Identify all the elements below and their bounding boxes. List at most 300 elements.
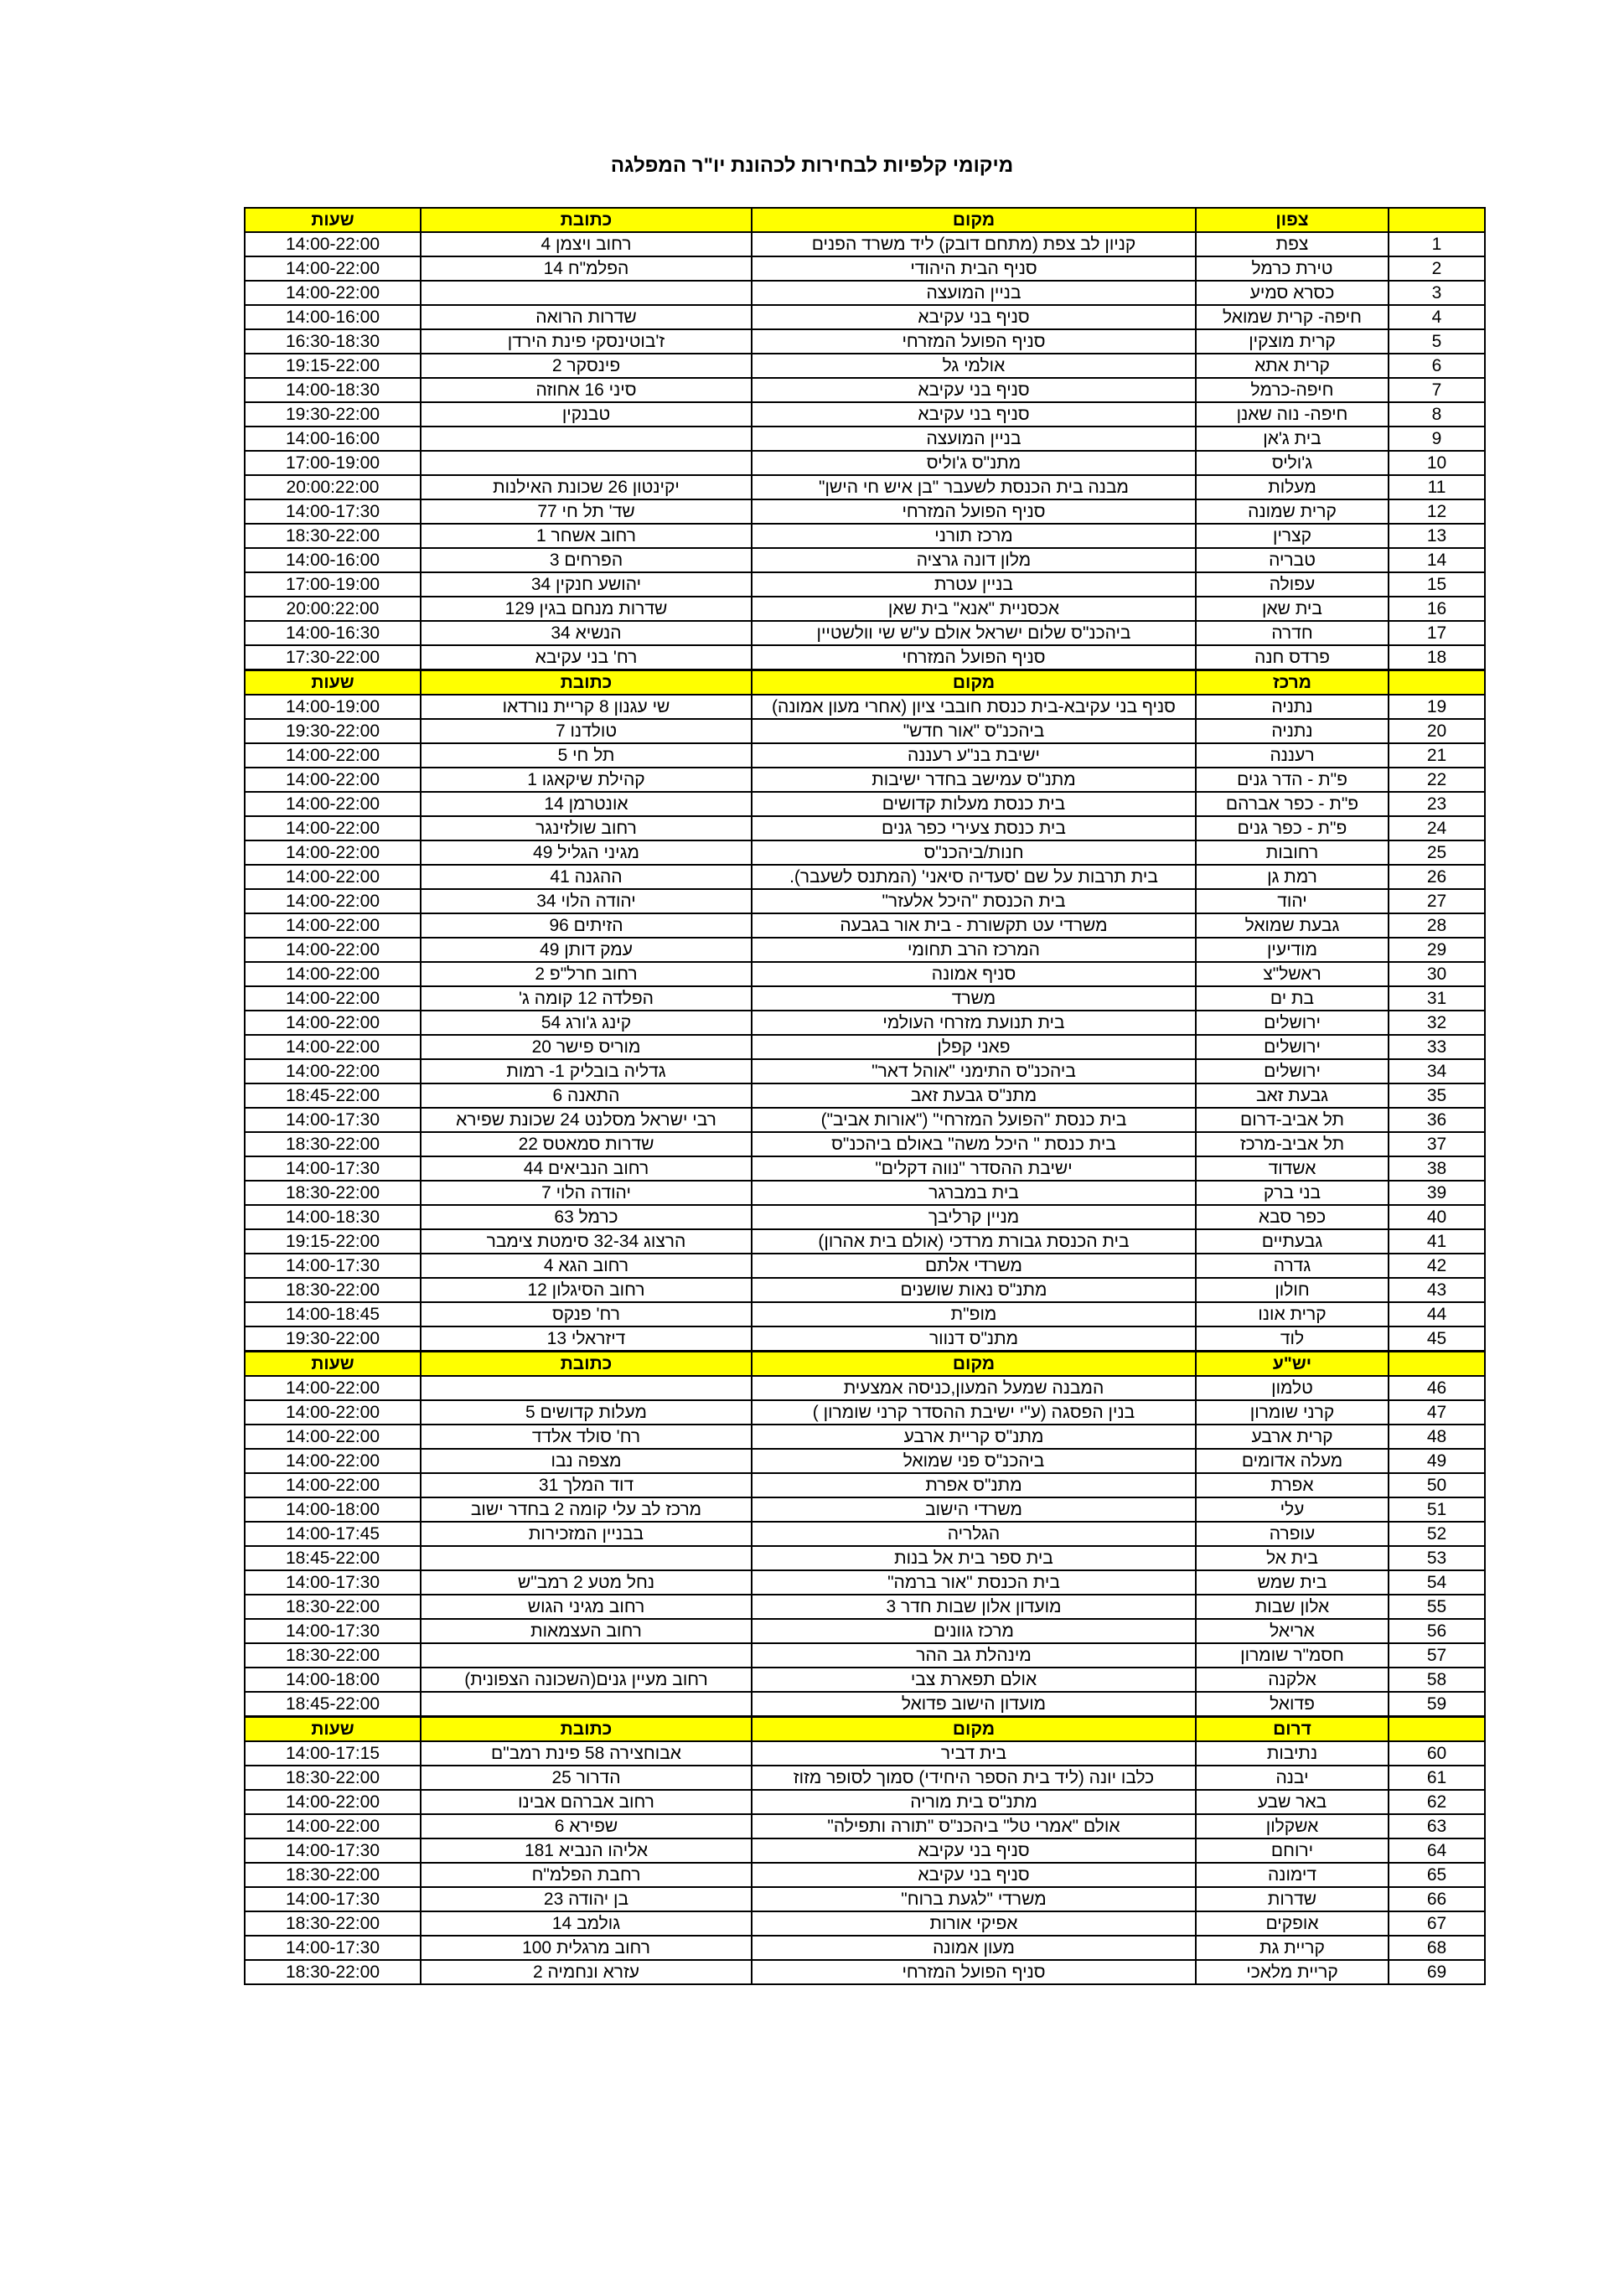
row-address-cell: סיני 16 אחוזה — [421, 378, 752, 402]
table-row — [245, 1619, 1485, 1643]
row-number-cell: 59 — [1389, 1692, 1485, 1717]
row-city-cell: רמת גן — [1196, 865, 1389, 889]
row-number-cell: 39 — [1389, 1181, 1485, 1205]
table-row — [245, 524, 1485, 548]
row-number-cell: 66 — [1389, 1887, 1485, 1911]
row-address-cell: רחוב מרגלית 100 — [421, 1936, 752, 1960]
row-address-cell: תל חי 5 — [421, 743, 752, 768]
row-number-cell: 19 — [1389, 695, 1485, 719]
row-number-cell: 35 — [1389, 1083, 1485, 1108]
header-address-cell: כתובת — [421, 1717, 752, 1742]
row-city-cell: חיפה- קרית שמואל — [1196, 305, 1389, 329]
row-hours-cell: 14:00-17:30 — [245, 1887, 421, 1911]
row-hours-cell: 17:00-19:00 — [245, 572, 421, 597]
row-city-cell: גדרה — [1196, 1254, 1389, 1278]
row-city-cell: קרית שמונה — [1196, 499, 1389, 524]
row-number-cell: 9 — [1389, 427, 1485, 451]
row-number-cell: 7 — [1389, 378, 1485, 402]
table-row — [245, 475, 1485, 499]
table-row — [245, 840, 1485, 865]
row-address-cell: אונטרמן 14 — [421, 792, 752, 816]
row-place-cell: מבנה בית הכנסת לשעבר "בן איש חי הישן" — [752, 475, 1196, 499]
row-number-cell: 56 — [1389, 1619, 1485, 1643]
row-address-cell: ז'בוטינסקי פינת הירדן — [421, 329, 752, 354]
header-address-cell: כתובת — [421, 670, 752, 696]
row-address-cell: הפרחים 3 — [421, 548, 752, 572]
row-address-cell: דיזראלי 13 — [421, 1326, 752, 1352]
table-body — [245, 208, 1485, 1984]
row-city-cell: אלקנה — [1196, 1668, 1389, 1692]
row-place-cell: הגלריה — [752, 1522, 1196, 1546]
row-place-cell: משרדי הישוב — [752, 1497, 1196, 1522]
header-address-cell: כתובת — [421, 208, 752, 232]
row-city-cell: עלי — [1196, 1497, 1389, 1522]
row-number-cell: 48 — [1389, 1425, 1485, 1449]
row-city-cell: יבנה — [1196, 1766, 1389, 1790]
table-row — [245, 1863, 1485, 1887]
row-address-cell: רחוב העצמאות — [421, 1619, 752, 1643]
row-address-cell — [421, 1546, 752, 1570]
row-hours-cell: 14:00-17:30 — [245, 1254, 421, 1278]
table-row — [245, 889, 1485, 913]
row-place-cell: המרכז הרב תחומי — [752, 938, 1196, 962]
row-address-cell: יהושע חנקין 34 — [421, 572, 752, 597]
row-number-cell: 64 — [1389, 1838, 1485, 1863]
ballot-locations-table — [244, 207, 1486, 1985]
row-address-cell: הפלמ"ח 14 — [421, 256, 752, 281]
row-address-cell: רחוב הסיגלון 12 — [421, 1278, 752, 1302]
row-city-cell: בית אל — [1196, 1546, 1389, 1570]
row-address-cell: בבניין המזכירות — [421, 1522, 752, 1546]
row-address-cell: קינג ג'ורג 54 — [421, 1011, 752, 1035]
table-row — [245, 1643, 1485, 1668]
row-hours-cell: 14:00-18:00 — [245, 1497, 421, 1522]
table-row — [245, 792, 1485, 816]
row-address-cell: שדרות סמאטס 22 — [421, 1132, 752, 1156]
row-address-cell: שדרות הרואה — [421, 305, 752, 329]
row-place-cell: בית הכנסת "אור ברמה" — [752, 1570, 1196, 1595]
table-row — [245, 1254, 1485, 1278]
table-row — [245, 1936, 1485, 1960]
row-place-cell: מלון דונה גרציה — [752, 548, 1196, 572]
row-number-cell: 4 — [1389, 305, 1485, 329]
header-region-cell: צפון — [1196, 208, 1389, 232]
row-place-cell: בית הכנסת "היכל אלעזר" — [752, 889, 1196, 913]
row-place-cell: מתנ"ס ג'וליס — [752, 451, 1196, 475]
row-place-cell: בית כנסת מעלות קדושים — [752, 792, 1196, 816]
row-place-cell: סניף הפועל המזרחי — [752, 499, 1196, 524]
table-row — [245, 378, 1485, 402]
row-city-cell: ראשל"צ — [1196, 962, 1389, 986]
row-address-cell: רחוב מגיני הגוש — [421, 1595, 752, 1619]
row-place-cell: סניף הבית היהודי — [752, 256, 1196, 281]
row-address-cell: רח' פנקס — [421, 1302, 752, 1326]
section-header-row — [245, 670, 1485, 696]
row-city-cell: אופקים — [1196, 1911, 1389, 1936]
row-hours-cell: 14:00-16:00 — [245, 305, 421, 329]
table-row — [245, 232, 1485, 256]
row-city-cell: פ"ת - כפר אברהם — [1196, 792, 1389, 816]
row-address-cell: אליהו הנביא 181 — [421, 1838, 752, 1863]
row-city-cell: ירוחם — [1196, 1838, 1389, 1863]
row-address-cell: עמק דותן 49 — [421, 938, 752, 962]
row-place-cell: בית הכנסת גבורת מרדכי (אולם בית אהרון) — [752, 1229, 1196, 1254]
row-number-cell: 2 — [1389, 256, 1485, 281]
row-place-cell: משרד — [752, 986, 1196, 1011]
row-hours-cell: 14:00-18:00 — [245, 1668, 421, 1692]
row-number-cell: 38 — [1389, 1156, 1485, 1181]
table-row — [245, 719, 1485, 743]
table-row — [245, 1497, 1485, 1522]
header-place-cell: מקום — [752, 208, 1196, 232]
row-hours-cell: 14:00-22:00 — [245, 1449, 421, 1473]
row-hours-cell: 14:00-18:45 — [245, 1302, 421, 1326]
row-place-cell: אולם "אמרי טל" ביהכנ"ס "תורה ותפילה" — [752, 1814, 1196, 1838]
row-address-cell: רחוב הנביאים 44 — [421, 1156, 752, 1181]
row-place-cell: ביהכנ"ס התימני "אוהל דאר" — [752, 1059, 1196, 1083]
table-row — [245, 1911, 1485, 1936]
row-place-cell: משרדי אלתם — [752, 1254, 1196, 1278]
row-hours-cell: 18:30-22:00 — [245, 1863, 421, 1887]
table-row — [245, 1302, 1485, 1326]
row-address-cell: ההגנה 41 — [421, 865, 752, 889]
row-address-cell: רחוב ויצמן 4 — [421, 232, 752, 256]
table-row — [245, 1473, 1485, 1497]
table-row — [245, 1887, 1485, 1911]
row-address-cell: טבנקין — [421, 402, 752, 427]
table-row — [245, 1449, 1485, 1473]
row-city-cell: קריית גת — [1196, 1936, 1389, 1960]
row-place-cell: סניף בני עקיבא-בית כנסת חובבי ציון (אחרי מעון אמונה) — [752, 695, 1196, 719]
row-hours-cell: 14:00-22:00 — [245, 1814, 421, 1838]
row-city-cell: בית שאן — [1196, 597, 1389, 621]
row-city-cell: פרדס חנה — [1196, 645, 1389, 670]
row-place-cell: בית דביר — [752, 1741, 1196, 1766]
table-row — [245, 695, 1485, 719]
row-city-cell: פ"ת - הדר גנים — [1196, 768, 1389, 792]
row-number-cell: 44 — [1389, 1302, 1485, 1326]
row-hours-cell: 14:00-22:00 — [245, 1011, 421, 1035]
header-region-cell: מרכז — [1196, 670, 1389, 696]
row-address-cell: הפלדה 12 קומה ג' — [421, 986, 752, 1011]
row-address-cell: בן יהודה 23 — [421, 1887, 752, 1911]
table-row — [245, 621, 1485, 645]
row-city-cell: בית שמש — [1196, 1570, 1389, 1595]
row-place-cell: אפיקי אורות — [752, 1911, 1196, 1936]
row-hours-cell: 17:30-22:00 — [245, 645, 421, 670]
header-place-cell: מקום — [752, 670, 1196, 696]
row-number-cell: 58 — [1389, 1668, 1485, 1692]
row-number-cell: 25 — [1389, 840, 1485, 865]
row-city-cell: צפת — [1196, 232, 1389, 256]
table-row — [245, 1595, 1485, 1619]
row-hours-cell: 14:00-17:30 — [245, 1108, 421, 1132]
row-place-cell: סניף אמונה — [752, 962, 1196, 986]
row-hours-cell: 14:00-17:30 — [245, 1936, 421, 1960]
row-number-cell: 13 — [1389, 524, 1485, 548]
table-row — [245, 913, 1485, 938]
table-row — [245, 1205, 1485, 1229]
row-city-cell: תל אביב-דרום — [1196, 1108, 1389, 1132]
row-hours-cell: 19:15-22:00 — [245, 354, 421, 378]
table-row — [245, 1692, 1485, 1717]
table-row — [245, 1229, 1485, 1254]
row-city-cell: ירושלים — [1196, 1035, 1389, 1059]
row-city-cell: בת ים — [1196, 986, 1389, 1011]
table-row — [245, 548, 1485, 572]
section-header-row — [245, 208, 1485, 232]
row-place-cell: כלבו יונה (ליד בית הספר היחידי) סמוך לסופר מזוז — [752, 1766, 1196, 1790]
row-number-cell: 26 — [1389, 865, 1485, 889]
table-row — [245, 1790, 1485, 1814]
table-row — [245, 1838, 1485, 1863]
row-address-cell: הרצוג 32-34 סימטת צימבר — [421, 1229, 752, 1254]
table-row — [245, 743, 1485, 768]
table-row — [245, 1668, 1485, 1692]
row-number-cell: 55 — [1389, 1595, 1485, 1619]
row-number-cell: 17 — [1389, 621, 1485, 645]
row-hours-cell: 14:00-22:00 — [245, 816, 421, 840]
row-place-cell: מרכז תורני — [752, 524, 1196, 548]
row-place-cell: מעון אמונה — [752, 1936, 1196, 1960]
row-city-cell: אפרת — [1196, 1473, 1389, 1497]
row-number-cell: 12 — [1389, 499, 1485, 524]
row-address-cell: שפירא 6 — [421, 1814, 752, 1838]
table-row — [245, 402, 1485, 427]
row-city-cell: חולון — [1196, 1278, 1389, 1302]
section-header-row — [245, 1352, 1485, 1377]
row-city-cell: עופרה — [1196, 1522, 1389, 1546]
table-row — [245, 1278, 1485, 1302]
row-place-cell: סניף בני עקיבא — [752, 305, 1196, 329]
row-address-cell — [421, 1692, 752, 1717]
row-hours-cell: 14:00-22:00 — [245, 938, 421, 962]
row-place-cell: משרדי "לגעת ברוח" — [752, 1887, 1196, 1911]
row-hours-cell: 18:30-22:00 — [245, 524, 421, 548]
row-place-cell: מינהלת גב ההר — [752, 1643, 1196, 1668]
row-city-cell: באר שבע — [1196, 1790, 1389, 1814]
row-number-cell: 63 — [1389, 1814, 1485, 1838]
row-place-cell: סניף הפועל המזרחי — [752, 1960, 1196, 1984]
header-number-cell — [1389, 1352, 1485, 1377]
row-number-cell: 27 — [1389, 889, 1485, 913]
row-city-cell: כסרא סמיע — [1196, 281, 1389, 305]
row-number-cell: 15 — [1389, 572, 1485, 597]
row-city-cell: מודיעין — [1196, 938, 1389, 962]
row-hours-cell: 18:30-22:00 — [245, 1960, 421, 1984]
row-place-cell: סניף הפועל המזרחי — [752, 645, 1196, 670]
row-hours-cell: 14:00-22:00 — [245, 1035, 421, 1059]
row-hours-cell: 19:15-22:00 — [245, 1229, 421, 1254]
table-row — [245, 1376, 1485, 1400]
row-place-cell: בית במברגר — [752, 1181, 1196, 1205]
row-hours-cell: 14:00-22:00 — [245, 1425, 421, 1449]
row-city-cell: פ"ת - כפר גנים — [1196, 816, 1389, 840]
row-number-cell: 67 — [1389, 1911, 1485, 1936]
row-number-cell: 62 — [1389, 1790, 1485, 1814]
row-city-cell: ירושלים — [1196, 1011, 1389, 1035]
row-city-cell: גבעת זאב — [1196, 1083, 1389, 1108]
table-row — [245, 1814, 1485, 1838]
row-city-cell: חדרה — [1196, 621, 1389, 645]
row-number-cell: 30 — [1389, 962, 1485, 986]
row-place-cell: בנין הפסגה (ע"י ישיבת ההסדר קרני שומרון ) — [752, 1400, 1196, 1425]
header-number-cell — [1389, 208, 1485, 232]
row-address-cell: רחוב מעיין גנים(השכונה הצפונית) — [421, 1668, 752, 1692]
row-number-cell: 24 — [1389, 816, 1485, 840]
row-hours-cell: 14:00-22:00 — [245, 232, 421, 256]
table-row — [245, 1741, 1485, 1766]
row-number-cell: 1 — [1389, 232, 1485, 256]
row-address-cell: רחוב הגא 4 — [421, 1254, 752, 1278]
row-address-cell: יקינטון 26 שכונת האילנות — [421, 475, 752, 499]
row-address-cell: פינסקר 2 — [421, 354, 752, 378]
row-number-cell: 37 — [1389, 1132, 1485, 1156]
row-hours-cell: 18:30-22:00 — [245, 1595, 421, 1619]
row-address-cell — [421, 451, 752, 475]
row-city-cell: אשדוד — [1196, 1156, 1389, 1181]
row-number-cell: 60 — [1389, 1741, 1485, 1766]
row-city-cell: כפר סבא — [1196, 1205, 1389, 1229]
row-number-cell: 53 — [1389, 1546, 1485, 1570]
row-city-cell: טירת כרמל — [1196, 256, 1389, 281]
row-hours-cell: 14:00-22:00 — [245, 986, 421, 1011]
row-place-cell: מופ"ת — [752, 1302, 1196, 1326]
row-number-cell: 36 — [1389, 1108, 1485, 1132]
row-number-cell: 22 — [1389, 768, 1485, 792]
header-hours-cell: שעות — [245, 670, 421, 696]
row-number-cell: 33 — [1389, 1035, 1485, 1059]
row-city-cell: קריית מלאכי — [1196, 1960, 1389, 1984]
row-city-cell: חיפה-כרמל — [1196, 378, 1389, 402]
row-address-cell: מרכז לב עלי קומה 2 בחדר ישוב — [421, 1497, 752, 1522]
row-number-cell: 42 — [1389, 1254, 1485, 1278]
row-hours-cell: 14:00-22:00 — [245, 281, 421, 305]
row-place-cell: ביהכנ"ס "אור חדש" — [752, 719, 1196, 743]
row-number-cell: 21 — [1389, 743, 1485, 768]
row-hours-cell: 14:00-17:30 — [245, 1838, 421, 1863]
table-row — [245, 597, 1485, 621]
row-hours-cell: 18:45-22:00 — [245, 1692, 421, 1717]
row-number-cell: 45 — [1389, 1326, 1485, 1352]
row-address-cell: רחוב שולזינגר — [421, 816, 752, 840]
row-city-cell: פדואל — [1196, 1692, 1389, 1717]
row-address-cell: מעלות קדושים 5 — [421, 1400, 752, 1425]
row-number-cell: 40 — [1389, 1205, 1485, 1229]
header-region-cell: דרום — [1196, 1717, 1389, 1742]
row-address-cell: קהילת שיקאגו 1 — [421, 768, 752, 792]
row-place-cell: אולם תפארת צבי — [752, 1668, 1196, 1692]
row-city-cell: דימונה — [1196, 1863, 1389, 1887]
row-hours-cell: 19:30-22:00 — [245, 719, 421, 743]
table-row — [245, 256, 1485, 281]
row-address-cell: נחל מטע 2 רמב"ש — [421, 1570, 752, 1595]
row-address-cell: שדרות מנחם בגין 129 — [421, 597, 752, 621]
row-address-cell: רחוב אשחר 1 — [421, 524, 752, 548]
table-row — [245, 962, 1485, 986]
table-row — [245, 1522, 1485, 1546]
row-place-cell: מועדון אלון שבות חדר 3 — [752, 1595, 1196, 1619]
row-hours-cell: 14:00-22:00 — [245, 840, 421, 865]
row-place-cell: בית ספר בית אל בנות — [752, 1546, 1196, 1570]
row-hours-cell: 14:00-17:30 — [245, 1156, 421, 1181]
row-number-cell: 10 — [1389, 451, 1485, 475]
row-address-cell: יהודה הלוי 34 — [421, 889, 752, 913]
row-address-cell: מגיני הגליל 49 — [421, 840, 752, 865]
row-place-cell: מתנ"ס אפרת — [752, 1473, 1196, 1497]
table-row — [245, 1960, 1485, 1984]
row-hours-cell: 18:45-22:00 — [245, 1083, 421, 1108]
row-hours-cell: 14:00-17:30 — [245, 499, 421, 524]
row-place-cell: המבנה שמעל המעון,כניסה אמצעית — [752, 1376, 1196, 1400]
table-row — [245, 1326, 1485, 1352]
row-address-cell: כרמל 63 — [421, 1205, 752, 1229]
row-number-cell: 18 — [1389, 645, 1485, 670]
row-number-cell: 31 — [1389, 986, 1485, 1011]
table-row — [245, 1181, 1485, 1205]
row-hours-cell: 19:30-22:00 — [245, 1326, 421, 1352]
row-city-cell: בני ברק — [1196, 1181, 1389, 1205]
row-address-cell — [421, 281, 752, 305]
row-city-cell: נתיבות — [1196, 1741, 1389, 1766]
row-hours-cell: 14:00-22:00 — [245, 889, 421, 913]
row-place-cell: סניף בני עקיבא — [752, 378, 1196, 402]
header-number-cell — [1389, 670, 1485, 696]
row-address-cell — [421, 427, 752, 451]
row-hours-cell: 14:00-17:15 — [245, 1741, 421, 1766]
header-address-cell: כתובת — [421, 1352, 752, 1377]
row-place-cell: בית כנסת " היכל משה" באולם ביהכנ"ס — [752, 1132, 1196, 1156]
table-row — [245, 427, 1485, 451]
row-place-cell: ביהכנ"ס פני שמואל — [752, 1449, 1196, 1473]
row-address-cell: רחוב חרל"פ 2 — [421, 962, 752, 986]
row-number-cell: 6 — [1389, 354, 1485, 378]
row-hours-cell: 14:00-22:00 — [245, 1059, 421, 1083]
table-row — [245, 1011, 1485, 1035]
row-city-cell: אשקלון — [1196, 1814, 1389, 1838]
row-number-cell: 14 — [1389, 548, 1485, 572]
table-row — [245, 1400, 1485, 1425]
row-city-cell: אלון שבות — [1196, 1595, 1389, 1619]
row-place-cell: סניף בני עקיבא — [752, 1838, 1196, 1863]
row-address-cell: שד' תל חי 77 — [421, 499, 752, 524]
row-place-cell: מתנ"ס דנוור — [752, 1326, 1196, 1352]
row-number-cell: 51 — [1389, 1497, 1485, 1522]
row-city-cell: קרית ארבע — [1196, 1425, 1389, 1449]
row-city-cell: ירושלים — [1196, 1059, 1389, 1083]
row-city-cell: שדרות — [1196, 1887, 1389, 1911]
row-hours-cell: 14:00-22:00 — [245, 865, 421, 889]
row-hours-cell: 18:30-22:00 — [245, 1278, 421, 1302]
row-place-cell: פאני קפלן — [752, 1035, 1196, 1059]
row-number-cell: 20 — [1389, 719, 1485, 743]
row-number-cell: 8 — [1389, 402, 1485, 427]
row-city-cell: חסמ"ר שומרון — [1196, 1643, 1389, 1668]
row-place-cell: משרדי עט תקשורת - בית אור בגבעה — [752, 913, 1196, 938]
row-number-cell: 46 — [1389, 1376, 1485, 1400]
row-hours-cell: 14:00-22:00 — [245, 1790, 421, 1814]
row-hours-cell: 14:00-22:00 — [245, 256, 421, 281]
row-place-cell: אולמי גל — [752, 354, 1196, 378]
row-place-cell: אכסניית "אנא" בית שאן — [752, 597, 1196, 621]
row-hours-cell: 14:00-22:00 — [245, 962, 421, 986]
row-hours-cell: 14:00-19:00 — [245, 695, 421, 719]
row-place-cell: מרכז גוונים — [752, 1619, 1196, 1643]
table-row — [245, 572, 1485, 597]
row-number-cell: 47 — [1389, 1400, 1485, 1425]
row-place-cell: בניין המועצה — [752, 281, 1196, 305]
row-city-cell: קרית אונו — [1196, 1302, 1389, 1326]
